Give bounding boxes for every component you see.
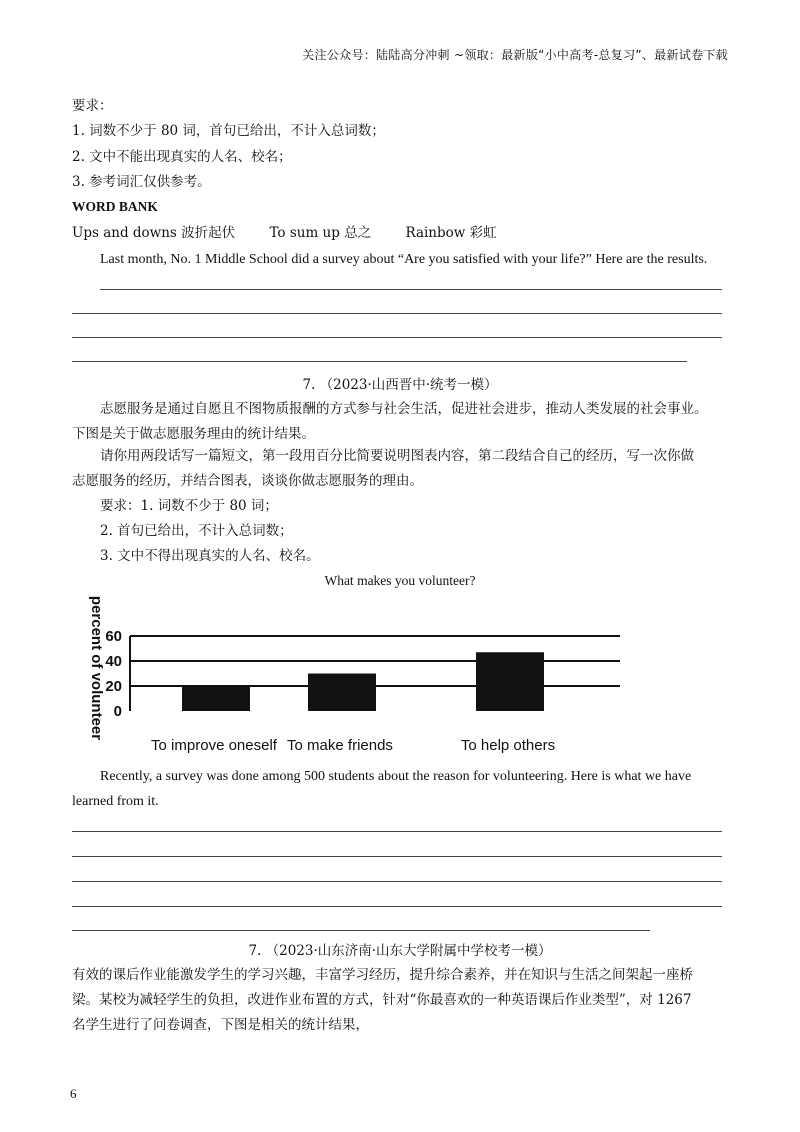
y-tick-label: 20 <box>105 678 122 695</box>
answer-line <box>72 906 722 907</box>
word-bank-entry: To sum up 总之 <box>269 225 372 241</box>
page-number: 6 <box>70 1086 77 1101</box>
answer-line <box>72 313 722 314</box>
x-category-label: To help others <box>460 737 556 754</box>
word-bank-entry: Ups and downs 波折起伏 <box>72 225 236 241</box>
word-bank-title: WORD BANK <box>72 199 158 214</box>
question-heading: 7. （2023·山西晋中·统考一模） <box>302 377 498 393</box>
word-bank-entries <box>72 223 527 243</box>
first-sentence: Recently, a survey was done among 500 students about the reason for volunteering. Here is what we have <box>100 769 692 784</box>
bar <box>476 652 544 711</box>
requirements-title: 要求： <box>72 98 113 114</box>
word-bank-entry: Rainbow 彩虹 <box>405 225 497 241</box>
bar <box>182 686 250 711</box>
answer-line <box>72 337 722 338</box>
answer-line <box>72 361 687 362</box>
requirements-line: 2. 首句已给出，不计入总词数； <box>100 523 293 539</box>
question-text: 志愿服务是通过自愿且不图物质报酬的方式参与社会生活，促进社会进步，推动人类发展的社会事业。 <box>100 401 708 417</box>
requirement-item: 2. 文中不能出现真实的人名、校名； <box>72 149 292 165</box>
question-text: 请你用两段话写一篇短文，第一段用百分比简要说明图表内容，第二段结合自己的经历，写一次你做 <box>100 448 694 464</box>
question-text: 有效的课后作业能激发学生的学习兴趣，丰富学习经历，提升综合素养，并在知识与生活之间架起一座桥 <box>72 967 693 983</box>
page-header: 关注公众号：陆陆高分冲刺 ~领取：最新版“小中高考-总复习”、最新试卷下载 <box>302 48 728 62</box>
question-heading: 7. （2023·山东济南·山东大学附属中学校考一模） <box>248 943 552 959</box>
question-text: 志愿服务的经历，并结合图表，谈谈你做志愿服务的理由。 <box>72 473 423 489</box>
answer-line <box>100 289 722 290</box>
answer-line <box>72 881 722 882</box>
chart-y-axis-label: percent of volunteer <box>88 595 105 741</box>
question-text: 下图是关于做志愿服务理由的统计结果。 <box>72 426 315 442</box>
requirements-line: 3. 文中不得出现真实的人名、校名。 <box>100 548 320 564</box>
chart-y-ticks <box>105 628 122 720</box>
bar <box>308 674 376 712</box>
x-category-label: To improve oneself <box>151 737 277 754</box>
y-tick-label: 0 <box>113 703 122 720</box>
chart-title: What makes you volunteer? <box>324 573 476 588</box>
y-tick-label: 40 <box>105 653 122 670</box>
x-category-label: To make friends <box>287 737 393 754</box>
first-sentence: Last month, No. 1 Middle School did a survey about “Are you satisfied with your life?” Here are the results. <box>100 252 708 267</box>
answer-line <box>72 831 722 832</box>
volunteer-bar-chart <box>60 590 660 760</box>
chart-x-labels <box>151 737 555 754</box>
y-tick-label: 60 <box>105 628 122 645</box>
requirements-line: 要求：1. 词数不少于 80 词； <box>100 498 278 514</box>
requirement-item: 1. 词数不少于 80 词，首句已给出，不计入总词数； <box>72 123 385 139</box>
question-text: 梁。某校为减轻学生的负担，改进作业布置的方式，针对“你最喜欢的一种英语课后作业类型”，对 1267 <box>72 992 692 1008</box>
answer-line <box>72 856 722 857</box>
requirement-item: 3. 参考词汇仅供参考。 <box>72 174 211 190</box>
answer-line <box>72 930 650 931</box>
question-text: 名学生进行了问卷调查，下图是相关的统计结果， <box>72 1017 369 1033</box>
first-sentence: learned from it. <box>72 794 159 809</box>
